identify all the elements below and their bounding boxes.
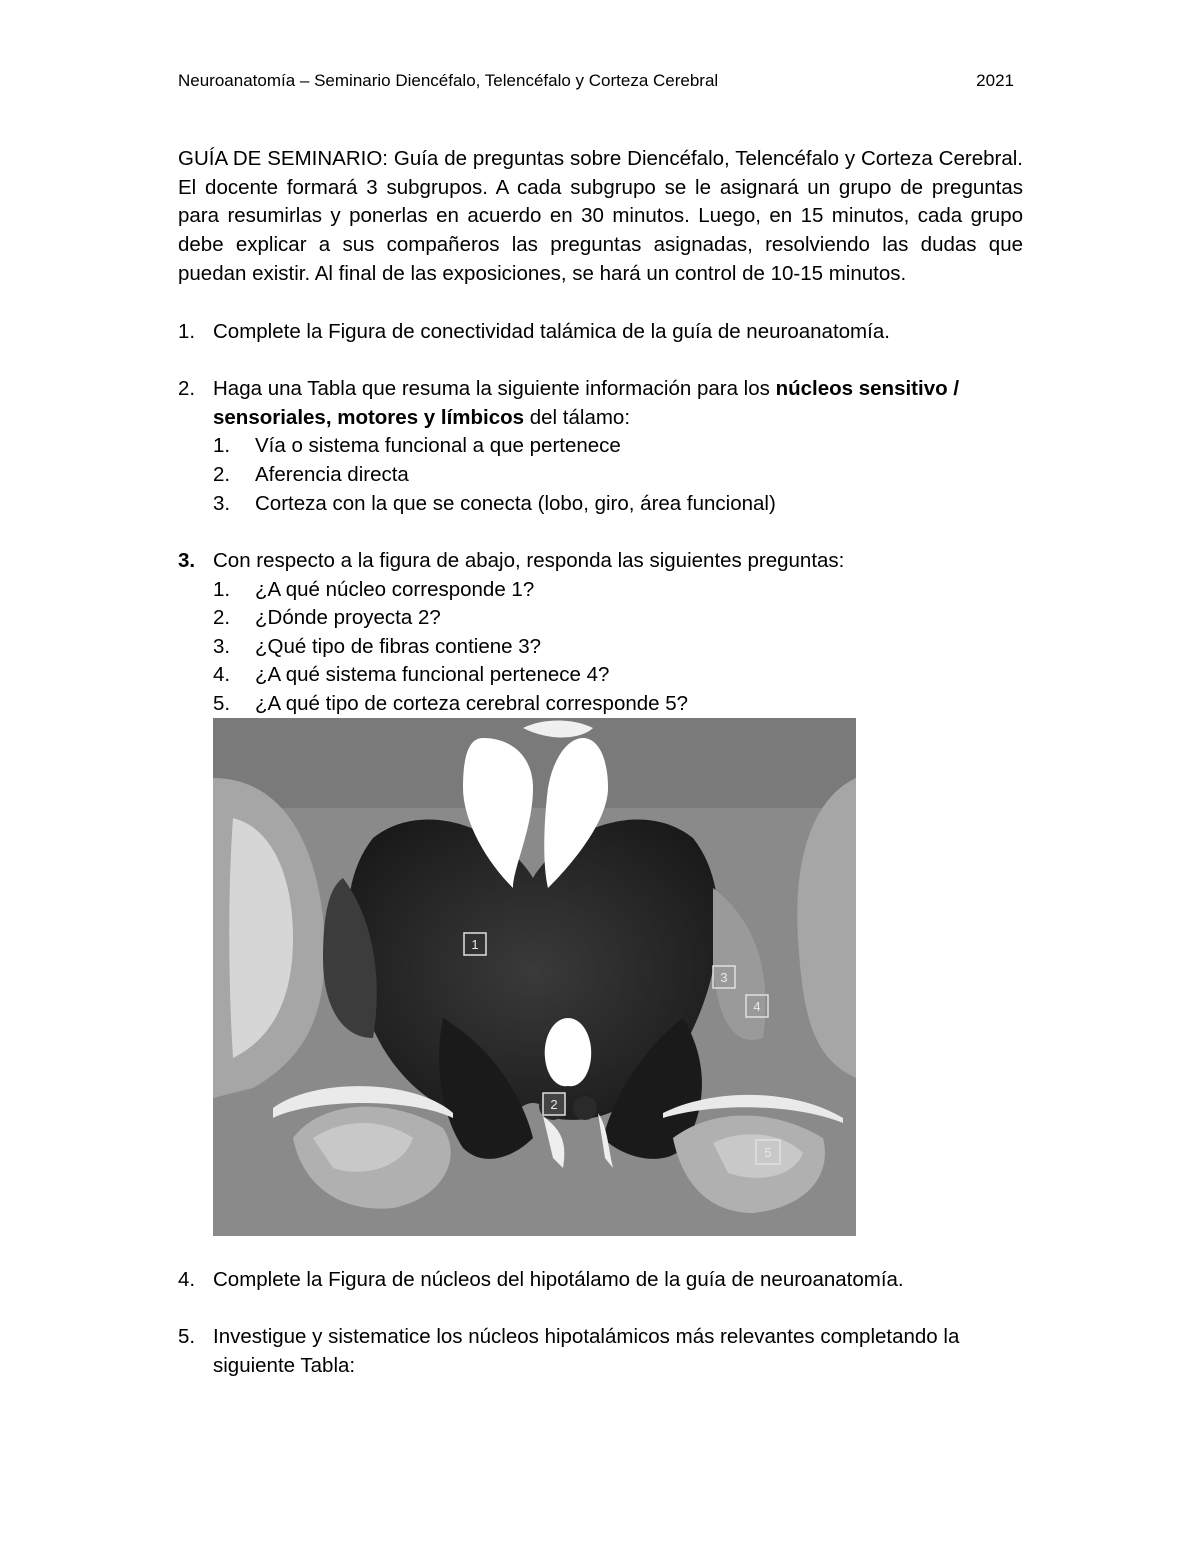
item-number: 3. — [213, 635, 231, 658]
brain-section-image — [213, 718, 856, 1236]
item-number: 3. — [213, 492, 231, 515]
item-number: 5. — [213, 692, 231, 715]
label-4: 4 — [753, 999, 761, 1014]
question-text: Investigue y sistematice los núcleos hipotalámicos más relevantes completando la siguiente Tabla: — [213, 1325, 960, 1377]
label-3: 3 — [720, 970, 728, 985]
item-number: 2. — [213, 606, 231, 629]
page-header — [178, 71, 1014, 97]
question-number: 4. — [178, 1268, 196, 1291]
item-number: 2. — [213, 463, 231, 486]
question-text-part: del tálamo: — [524, 405, 631, 429]
label-5: 5 — [764, 1145, 772, 1160]
question-text-bold: núcleos sensitivo / sensoriales, motores y límbicos — [213, 377, 960, 429]
intro-paragraph: GUÍA DE SEMINARIO: Guía de preguntas sobre Diencéfalo, Telencéfalo y Corteza Cerebral. El docente formará 3 subgrupos. A cada subgrupo se le asignará un grupo de preguntas para resumirlas y ponerlas en acuerdo en 30 minutos. Luego, en 15 minutos, cada grupo debe explicar a sus compañeros las preguntas asignadas, resolviendo las dudas que puedan existir. Al final de las exposiciones, se hará un control de 10-15 minutos. — [178, 147, 1023, 285]
question-text — [213, 375, 1023, 432]
item-text: Aferencia directa — [255, 463, 409, 486]
question-text: Complete la Figura de conectividad talámica de la guía de neuroanatomía. — [213, 320, 890, 343]
question-number: 2. — [178, 377, 196, 400]
header-year: 2021 — [976, 71, 1014, 90]
item-number: 1. — [213, 578, 231, 601]
item-text: ¿A qué núcleo corresponde 1? — [255, 578, 535, 601]
question-text: Con respecto a la figura de abajo, responda las siguientes preguntas: — [213, 549, 845, 572]
item-text: ¿Dónde proyecta 2? — [255, 606, 441, 629]
brain-section-figure — [213, 718, 856, 1236]
item-text: Corteza con la que se conecta (lobo, giro, área funcional) — [255, 492, 776, 515]
question-text: Complete la Figura de núcleos del hipotálamo de la guía de neuroanatomía. — [213, 1268, 904, 1291]
header-title: Neuroanatomía – Seminario Diencéfalo, Telencéfalo y Corteza Cerebral — [178, 71, 719, 90]
item-text: Vía o sistema funcional a que pertenece — [255, 434, 621, 457]
question-number: 5. — [178, 1325, 196, 1348]
item-text: ¿A qué tipo de corteza cerebral corresponde 5? — [255, 692, 689, 715]
question-number: 1. — [178, 320, 196, 343]
label-1: 1 — [471, 937, 479, 952]
question-number: 3. — [178, 549, 196, 572]
item-number: 1. — [213, 434, 231, 457]
item-text: ¿Qué tipo de fibras contiene 3? — [255, 635, 542, 658]
item-text: ¿A qué sistema funcional pertenece 4? — [255, 663, 610, 686]
label-2: 2 — [550, 1097, 558, 1112]
question-text-part: Haga una Tabla que resuma la siguiente información para los — [213, 377, 776, 400]
item-number: 4. — [213, 663, 231, 686]
